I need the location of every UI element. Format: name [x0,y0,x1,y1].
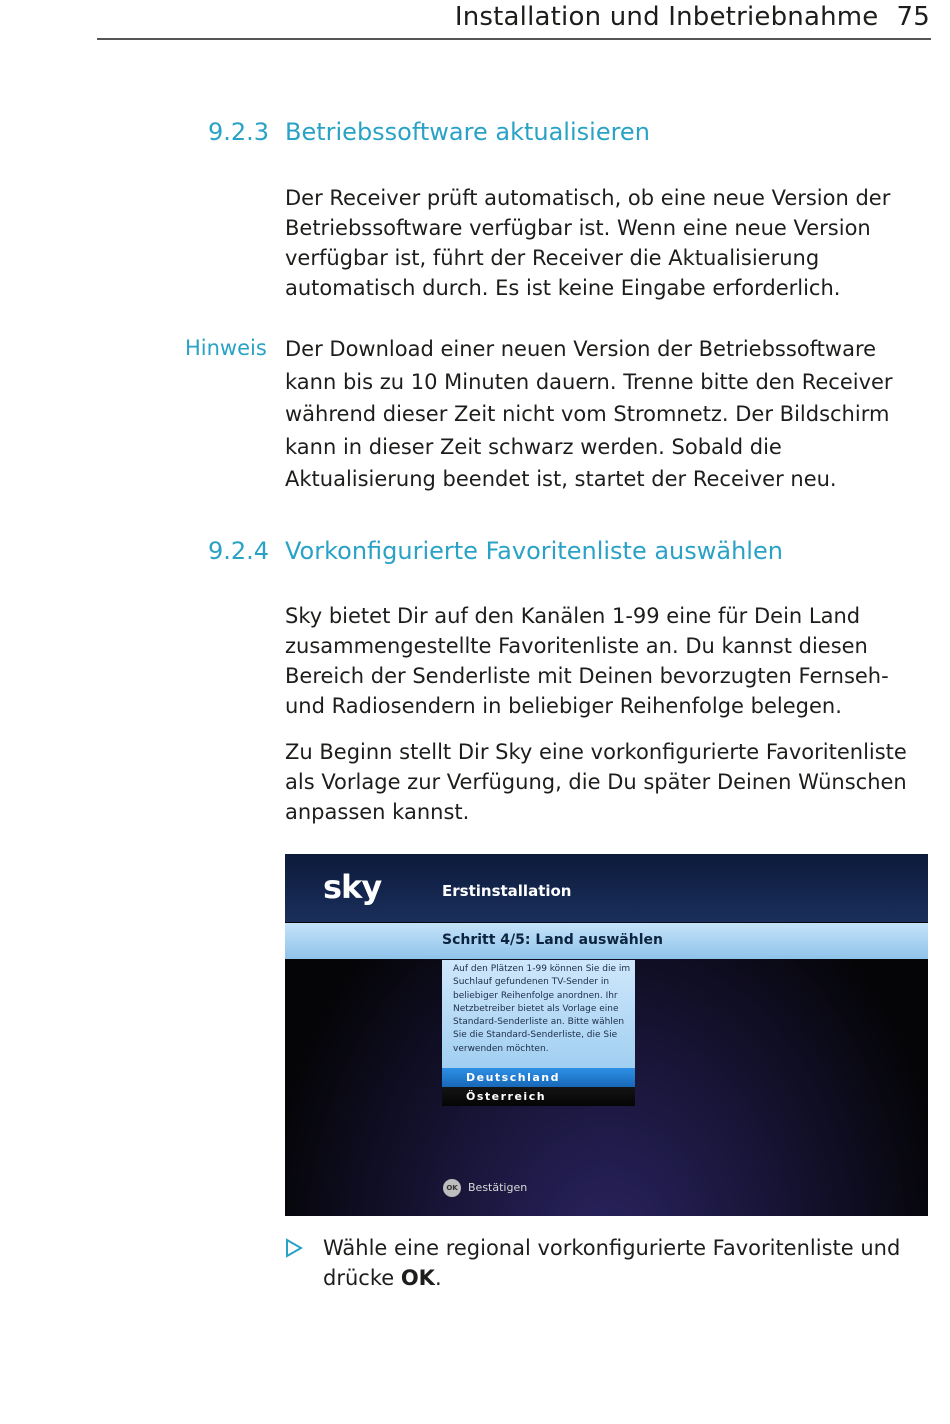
tv-option-label: Österreich [466,1090,547,1103]
running-header [455,2,930,32]
note-label: Hinweis [185,336,267,360]
instruction-text-before: Wähle eine regional vorkonfigurierte Favoritenliste und drücke [323,1236,901,1290]
tv-option-oesterreich[interactable] [442,1087,635,1106]
tv-screen-title: Erstinstallation [442,882,572,900]
section-923-title: Betriebssoftware aktualisieren [285,118,650,146]
tv-info-text: Auf den Plätzen 1-99 können Sie die im Suchlauf gefundenen TV-Sender in beliebiger Reihenfolge anordnen. Ihr Netzbetreiber bietet als Vorlage eine Standard-Senderliste an. Bitte wählen Sie die Standard-Senderliste, die Sie verwenden möchten. [453,964,631,1054]
instruction-text [323,1233,923,1293]
section-924-number: 9.2.4 [208,537,270,565]
tv-screenshot [285,854,928,1216]
section-924-body-1: Sky bietet Dir auf den Kanälen 1-99 eine für Dein Land zusammengestellte Favoritenliste an. Du kannst diesen Bereich der Senderliste mit Deinen bevorzugten Fernseh- und Radiosendern in beliebiger Reihenfolge belegen. [285,604,889,718]
instruction-text-after: . [434,1266,442,1290]
section-924-body-2: Zu Beginn stellt Dir Sky eine vorkonfigurierte Favoritenliste als Vorlage zur Verfügung, die Du später Deinen Wünschen anpassen kannst. [285,740,907,824]
section-923-number: 9.2.3 [208,118,270,146]
instruction-key: OK [400,1266,435,1290]
tv-confirm-label: Bestätigen [468,1181,528,1194]
tv-top-bar [285,854,928,922]
tv-step-bar [285,923,928,959]
note-text: Der Download einer neuen Version der Betriebssoftware kann bis zu 10 Minuten dauern. Trenne bitte den Receiver während dieser Zeit nicht vom Stromnetz. Der Bildschirm kann in dieser Zeit schwarz werden. Sobald die Aktualisierung beendet ist, startet der Receiver neu. [285,337,893,491]
section-924-title: Vorkonfigurierte Favoritenliste auswählen [285,537,783,565]
triangle-arrow-icon [285,1238,303,1258]
tv-info-panel [442,960,635,1080]
tv-option-deutschland[interactable] [442,1068,635,1087]
tv-step-label: Schritt 4/5: Land auswählen [442,932,663,948]
ok-button-icon: OK [443,1179,461,1197]
header-title: Installation und Inbetriebnahme [454,2,879,32]
page-number: 75 [896,2,930,32]
sky-logo: sky [323,868,382,906]
section-923-body: Der Receiver prüft automatisch, ob eine neue Version der Betriebssoftware verfügbar ist. Wenn eine neue Version verfügbar ist, führt der Receiver die Aktualisierung automatisch durch. Es ist keine Eingabe erforderlich. [285,186,891,300]
tv-option-label: Deutschland [466,1071,560,1084]
header-rule [97,38,931,40]
